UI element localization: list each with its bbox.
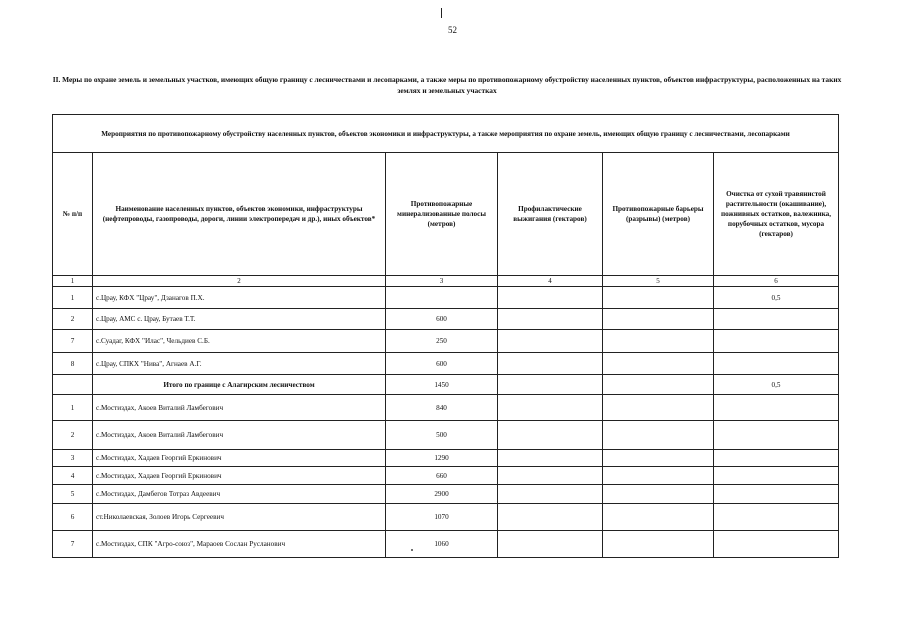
row-name: с.Црау, СПКХ "Нива", Агнаев А.Г.	[93, 353, 386, 375]
row-burning	[498, 467, 603, 485]
row-cleaning	[714, 467, 839, 485]
row-strips: 1290	[386, 450, 498, 467]
section-title: II. Меры по охране земель и земельных участков, имеющих общую границу с лесничествами и лесопарками, а также меры по противопожарному обустройству населенных пунктов, объектов инфраструктуры, расположенных на таких землях и земельных участках	[52, 75, 842, 95]
row-barriers	[603, 421, 714, 450]
row-strips: 600	[386, 353, 498, 375]
row-cleaning	[714, 309, 839, 330]
row-name: с.Мостиздах, Акоев Виталий Ламбегович	[93, 395, 386, 421]
row-burning	[498, 287, 603, 309]
row-barriers	[603, 375, 714, 395]
column-number: 1	[53, 276, 93, 287]
measures-table	[52, 114, 839, 558]
header-num: № п/п	[53, 153, 93, 276]
row-burning	[498, 395, 603, 421]
row-name: с.Црау, КФХ "Црау", Дзанагов П.Х.	[93, 287, 386, 309]
table-row	[53, 395, 839, 421]
row-name: с.Мостиздах, СПК "Агро-союз", Мараоев Сослан Русланович	[93, 531, 386, 558]
column-number: 3	[386, 276, 498, 287]
row-burning	[498, 375, 603, 395]
row-strips: 250	[386, 330, 498, 353]
row-strips: 840	[386, 395, 498, 421]
row-strips: 1450	[386, 375, 498, 395]
row-name: ст.Николаевская, Золоев Игорь Сергеевич	[93, 504, 386, 531]
row-num: 1	[53, 395, 93, 421]
row-barriers	[603, 287, 714, 309]
column-number: 4	[498, 276, 603, 287]
row-num: 8	[53, 353, 93, 375]
row-burning	[498, 531, 603, 558]
row-num: 4	[53, 467, 93, 485]
header-barriers: Противопожарные барьеры (разрывы) (метров)	[603, 153, 714, 276]
row-num: 5	[53, 485, 93, 504]
table-row	[53, 531, 839, 558]
row-barriers	[603, 450, 714, 467]
row-cleaning	[714, 353, 839, 375]
row-burning	[498, 421, 603, 450]
row-barriers	[603, 485, 714, 504]
scan-speck	[411, 549, 413, 551]
row-barriers	[603, 531, 714, 558]
row-strips: 600	[386, 309, 498, 330]
row-barriers	[603, 330, 714, 353]
row-cleaning	[714, 485, 839, 504]
table-caption: Мероприятия по противопожарному обустройству населенных пунктов, объектов экономики и инфраструктуры, а также мероприятия по охране земель, имеющих общую границу с лесничествами, лесопарками	[53, 115, 839, 153]
column-number: 5	[603, 276, 714, 287]
row-num: 2	[53, 309, 93, 330]
table-row	[53, 330, 839, 353]
row-burning	[498, 353, 603, 375]
row-name: с.Мостиздах, Хадаев Георгий Еркинович	[93, 467, 386, 485]
row-cleaning	[714, 531, 839, 558]
row-num	[53, 375, 93, 395]
table-row	[53, 485, 839, 504]
table-row	[53, 309, 839, 330]
row-cleaning: 0,5	[714, 287, 839, 309]
row-cleaning	[714, 504, 839, 531]
row-num: 7	[53, 330, 93, 353]
row-burning	[498, 330, 603, 353]
header-name: Наименование населенных пунктов, объектов экономики, инфраструктуры (нефтепроводы, газопроводы, дороги, линии электропередач и др.), иных объектов*	[93, 153, 386, 276]
row-num: 3	[53, 450, 93, 467]
row-num: 7	[53, 531, 93, 558]
row-barriers	[603, 353, 714, 375]
row-burning	[498, 504, 603, 531]
row-barriers	[603, 467, 714, 485]
page-top-mark	[441, 8, 442, 18]
table-row	[53, 353, 839, 375]
row-num: 6	[53, 504, 93, 531]
table-row	[53, 467, 839, 485]
row-name: с.Суадаг, КФХ "Илас", Чельдиев С.Б.	[93, 330, 386, 353]
row-cleaning	[714, 421, 839, 450]
total-row	[53, 375, 839, 395]
row-cleaning	[714, 450, 839, 467]
page-number: 52	[448, 25, 457, 35]
row-burning	[498, 485, 603, 504]
header-strips: Противопожарные минерализованные полосы (метров)	[386, 153, 498, 276]
table-row	[53, 504, 839, 531]
row-strips: 1070	[386, 504, 498, 531]
row-strips: 660	[386, 467, 498, 485]
row-barriers	[603, 309, 714, 330]
row-name: с.Мостиздах, Дамбегов Тотраз Авдеевич	[93, 485, 386, 504]
header-cleaning: Очистка от сухой травянистой растительности (окашивание), пожнивных остатков, валежника, порубочных остатков, мусора (гектаров)	[714, 153, 839, 276]
row-num: 2	[53, 421, 93, 450]
table-row	[53, 421, 839, 450]
row-burning	[498, 309, 603, 330]
row-num: 1	[53, 287, 93, 309]
row-barriers	[603, 395, 714, 421]
row-name: с.Мостиздах, Хадаев Георгий Еркинович	[93, 450, 386, 467]
row-cleaning	[714, 395, 839, 421]
column-number: 2	[93, 276, 386, 287]
row-barriers	[603, 504, 714, 531]
row-strips: 2900	[386, 485, 498, 504]
row-strips: 500	[386, 421, 498, 450]
row-strips	[386, 287, 498, 309]
row-name: с.Црау, АМС с. Црау, Бутаев Т.Т.	[93, 309, 386, 330]
total-label: Итого по границе с Алагирским лесничеством	[93, 375, 386, 395]
row-burning	[498, 450, 603, 467]
column-number: 6	[714, 276, 839, 287]
row-cleaning: 0,5	[714, 375, 839, 395]
header-burning: Профилактические выжигания (гектаров)	[498, 153, 603, 276]
row-cleaning	[714, 330, 839, 353]
row-name: с.Мостиздах, Акоев Виталий Ламбегович	[93, 421, 386, 450]
row-strips: 1060	[386, 531, 498, 558]
table-row	[53, 450, 839, 467]
table-row	[53, 287, 839, 309]
